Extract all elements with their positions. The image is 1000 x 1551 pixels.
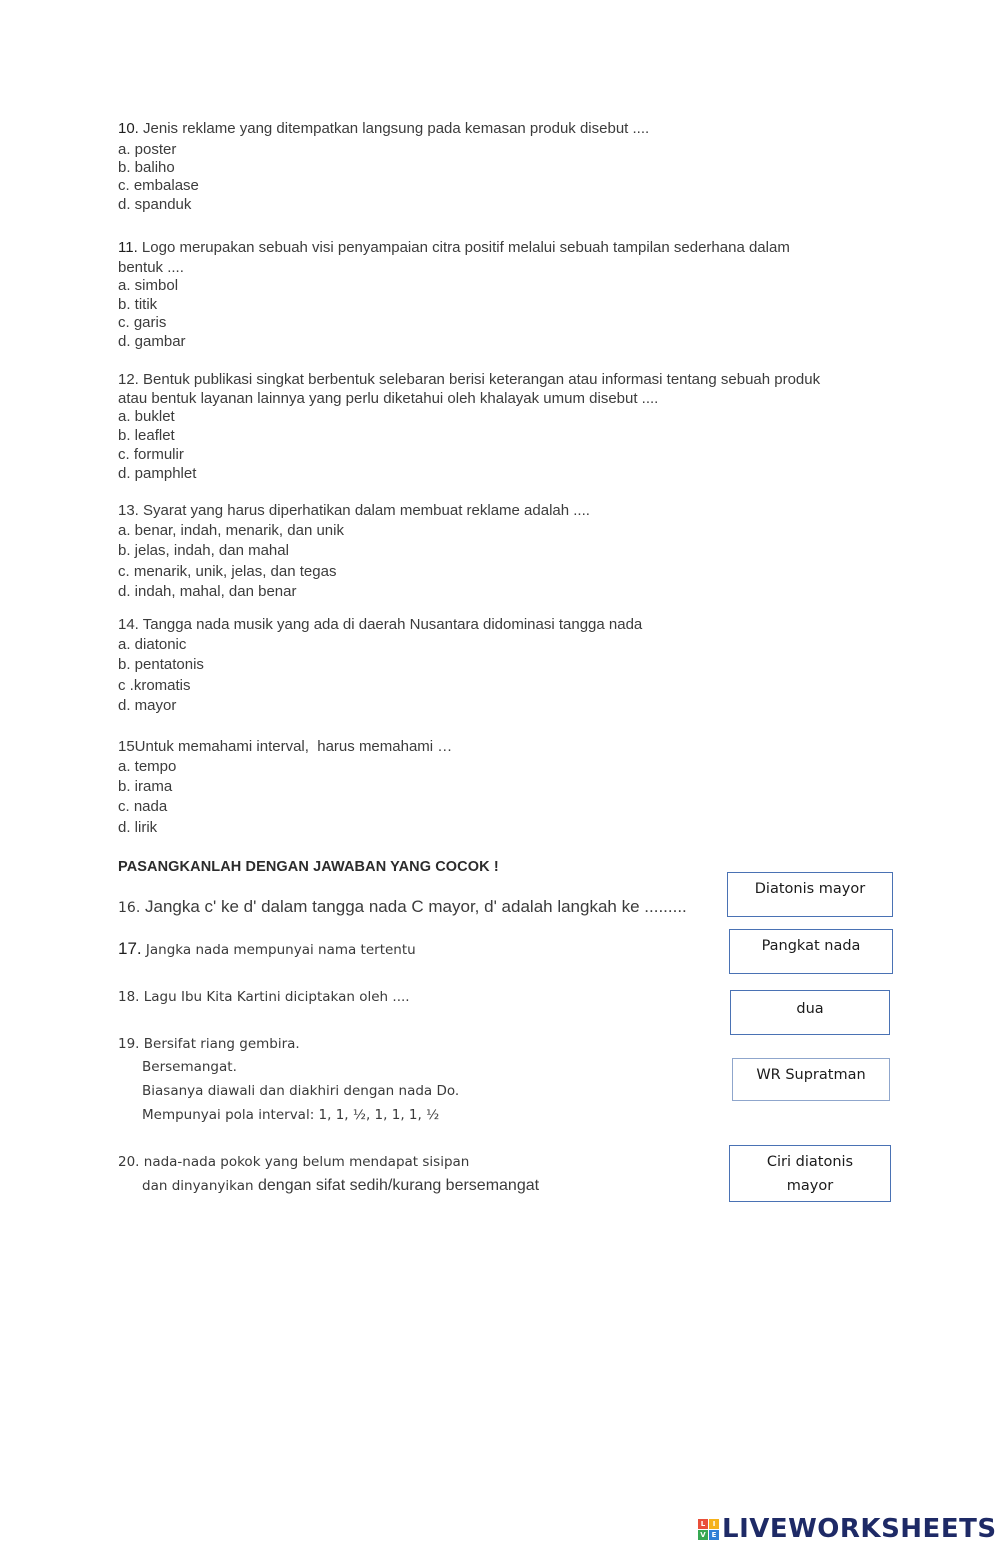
question-10 [118,120,649,138]
question-19-line: Biasanya diawali dan diakhiri dengan nada Do. [142,1083,460,1099]
question-19-line: Bersemangat. [142,1059,237,1075]
question-text: dan dinyanyikan [142,1178,254,1194]
liveworksheets-mark-icon [698,1519,719,1540]
liveworksheets-logo [698,1514,997,1544]
question-text: Logo merupakan sebuah visi penyampaian citra positif melalui sebuah tampilan sederhana dalam [137,239,790,256]
option: d. indah, mahal, dan benar [118,583,297,600]
option: d. gambar [118,333,186,350]
question-text: Jangka nada mempunyai nama tertentu [141,942,416,958]
answer-box-wr-supratman[interactable]: WR Supratman [732,1058,890,1101]
option: b. irama [118,778,173,795]
option: c. nada [118,798,168,815]
option: d. spanduk [118,196,192,213]
logo-mark-cell: E [709,1530,719,1540]
question-14: 14. Tangga nada musik yang ada di daerah Nusantara didominasi tangga nada [118,616,643,633]
option: b. titik [118,296,158,313]
logo-mark-cell: L [698,1519,708,1529]
question-text: Jenis reklame yang ditempatkan langsung pada kemasan produk disebut .... [138,120,650,137]
logo-mark-cell: I [709,1519,719,1529]
question-12: 12. Bentuk publikasi singkat berbentuk selebaran berisi keterangan atau informasi tentang sebuah produk [118,371,821,388]
matching-heading: PASANGKANLAH DENGAN JAWABAN YANG COCOK ! [118,859,499,875]
question-text-cont: atau bentuk layanan lainnya yang perlu diketahui oleh khalayak umum disebut .... [118,390,659,407]
question-number: 17. [118,939,142,958]
question-text: Jangka c' ke d' dalam tangga nada C mayor, d' adalah langkah ke ......... [140,897,687,916]
question-20: 20. nada-nada pokok yang belum mendapat sisipan [118,1154,470,1170]
option: a. simbol [118,277,179,294]
option: d. mayor [118,697,177,714]
option: d. lirik [118,819,158,836]
question-19: 19. Bersifat riang gembira. [118,1036,300,1052]
option: b. leaflet [118,427,175,444]
option: b. jelas, indah, dan mahal [118,542,289,559]
question-18: 18. Lagu Ibu Kita Kartini diciptakan oleh .... [118,989,410,1005]
option: a. diatonic [118,636,187,653]
option: a. buklet [118,408,175,425]
answer-box-dua[interactable]: dua [730,990,890,1035]
question-number: 16. [118,900,141,916]
option: a. benar, indah, menarik, dan unik [118,522,344,539]
option: d. pamphlet [118,465,197,482]
brand-name: LIVEWORKSHEETS [722,1514,997,1544]
option: b. pentatonis [118,656,204,673]
answer-box-ciri-diatonis-mayor[interactable]: Ciri diatonis mayor [729,1145,891,1202]
question-13: 13. Syarat yang harus diperhatikan dalam membuat reklame adalah .... [118,502,590,519]
question-19-line: Mempunyai pola interval: 1, 1, ½, 1, 1, 1, ½ [142,1107,440,1123]
option: c .kromatis [118,677,191,694]
question-15: 15Untuk memahami interval, harus memahami … [118,738,453,755]
question-17 [118,939,416,960]
question-11 [118,239,790,257]
answer-box-pangkat-nada[interactable]: Pangkat nada [729,929,893,974]
option: c. formulir [118,446,184,463]
question-text: dengan sifat sedih/kurang bersemangat [253,1177,540,1194]
option: c. embalase [118,177,199,194]
option: a. tempo [118,758,177,775]
question-16 [118,897,687,918]
question-number: 10. [118,120,139,137]
question-text-cont: bentuk .... [118,259,184,276]
answer-box-diatonis-mayor[interactable]: Diatonis mayor [727,872,893,917]
option: c. garis [118,314,167,331]
option: c. menarik, unik, jelas, dan tegas [118,563,337,580]
logo-mark-cell: V [698,1530,708,1540]
question-number: 11. [118,239,138,256]
option: a. poster [118,141,177,158]
question-20-line [142,1176,539,1196]
option: b. baliho [118,159,175,176]
